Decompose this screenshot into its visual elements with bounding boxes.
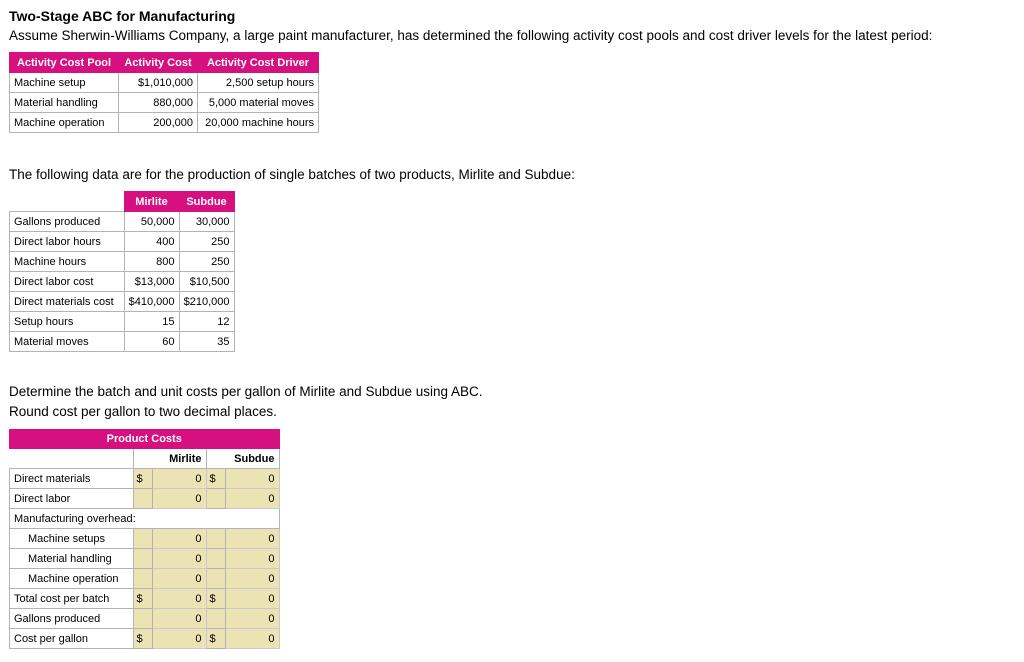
currency-symbol: $ <box>133 589 152 609</box>
mirlite-total-per-batch-input[interactable]: 0 <box>152 589 206 609</box>
mirlite-value: 15 <box>124 312 179 332</box>
page-title: Two-Stage ABC for Manufacturing <box>9 8 236 24</box>
table-row <box>10 629 280 649</box>
cost-cell: $1,010,000 <box>119 73 198 93</box>
subdue-direct-materials-input[interactable]: 0 <box>225 469 279 489</box>
column-header-row <box>10 449 280 469</box>
subdue-value: $210,000 <box>179 292 234 312</box>
activity-cost-table <box>9 52 319 133</box>
pool-cell: Machine setup <box>10 73 119 93</box>
subdue-value: 35 <box>179 332 234 352</box>
row-label: Total cost per batch <box>10 589 134 609</box>
mirlite-cost-per-gallon-input[interactable]: 0 <box>152 629 206 649</box>
header-activity-cost-pool: Activity Cost Pool <box>10 53 119 73</box>
mirlite-value: 60 <box>124 332 179 352</box>
table-row <box>10 252 235 272</box>
table-row <box>10 332 235 352</box>
driver-cell: 2,500 setup hours <box>198 73 319 93</box>
header-mirlite: Mirlite <box>124 192 179 212</box>
intro-text: Assume Sherwin-Williams Company, a large paint manufacturer, has determined the following activity cost pools and cost driver levels for the latest period: <box>9 28 933 43</box>
table-header-row <box>10 192 235 212</box>
subdue-value: 250 <box>179 252 234 272</box>
header-activity-cost-driver: Activity Cost Driver <box>198 53 319 73</box>
subdue-value: 30,000 <box>179 212 234 232</box>
blank-cell <box>206 549 225 569</box>
instruction-text-2: Round cost per gallon to two decimal places. <box>9 404 277 419</box>
table-row <box>10 113 319 133</box>
driver-cell: 5,000 material moves <box>198 93 319 113</box>
row-label: Setup hours <box>10 312 125 332</box>
blank-cell <box>133 529 152 549</box>
table-row <box>10 312 235 332</box>
subdue-total-per-batch-input[interactable]: 0 <box>225 589 279 609</box>
subdue-direct-labor-input[interactable]: 0 <box>225 489 279 509</box>
blank-cell <box>206 569 225 589</box>
blank-cell <box>206 489 225 509</box>
subdue-machine-setups-input[interactable]: 0 <box>225 529 279 549</box>
row-label: Direct labor hours <box>10 232 125 252</box>
subdue-material-handling-input[interactable]: 0 <box>225 549 279 569</box>
mirlite-machine-setups-input[interactable]: 0 <box>152 529 206 549</box>
cost-cell: 200,000 <box>119 113 198 133</box>
subdue-value: $10,500 <box>179 272 234 292</box>
table-row <box>10 469 280 489</box>
table-row <box>10 232 235 252</box>
table-row <box>10 549 280 569</box>
table-row <box>10 292 235 312</box>
currency-symbol: $ <box>133 469 152 489</box>
overhead-label: Manufacturing overhead: <box>10 509 280 529</box>
subdue-gallons-produced-input[interactable]: 0 <box>225 609 279 629</box>
table-row <box>10 529 280 549</box>
product-costs-table <box>9 429 280 649</box>
row-label: Machine setups <box>10 529 134 549</box>
table-row <box>10 73 319 93</box>
table-header-row <box>10 430 280 449</box>
blank-cell <box>10 449 134 469</box>
table-row <box>10 609 280 629</box>
row-label: Material moves <box>10 332 125 352</box>
currency-symbol: $ <box>133 629 152 649</box>
mirlite-direct-materials-input[interactable]: 0 <box>152 469 206 489</box>
mirlite-value: $410,000 <box>124 292 179 312</box>
row-label: Gallons produced <box>10 212 125 232</box>
data-intro-text: The following data are for the production of single batches of two products, Mirlite and Subdue: <box>9 167 575 182</box>
blank-cell <box>206 609 225 629</box>
mirlite-value: 800 <box>124 252 179 272</box>
blank-cell <box>10 192 125 212</box>
mirlite-value: 50,000 <box>124 212 179 232</box>
mirlite-direct-labor-input[interactable]: 0 <box>152 489 206 509</box>
mirlite-machine-operation-input[interactable]: 0 <box>152 569 206 589</box>
blank-cell <box>133 489 152 509</box>
subdue-value: 12 <box>179 312 234 332</box>
blank-cell <box>133 609 152 629</box>
subdue-cost-per-gallon-input[interactable]: 0 <box>225 629 279 649</box>
table-row <box>10 569 280 589</box>
row-label: Direct materials cost <box>10 292 125 312</box>
row-label: Machine hours <box>10 252 125 272</box>
header-activity-cost: Activity Cost <box>119 53 198 73</box>
product-data-table <box>9 191 235 352</box>
row-label: Material handling <box>10 549 134 569</box>
subdue-machine-operation-input[interactable]: 0 <box>225 569 279 589</box>
row-label: Machine operation <box>10 569 134 589</box>
instruction-text-1: Determine the batch and unit costs per gallon of Mirlite and Subdue using ABC. <box>9 384 483 399</box>
mirlite-value: $13,000 <box>124 272 179 292</box>
table-row <box>10 212 235 232</box>
header-mirlite: Mirlite <box>133 449 206 469</box>
currency-symbol: $ <box>206 629 225 649</box>
table-row <box>10 509 280 529</box>
table-row <box>10 93 319 113</box>
pool-cell: Machine operation <box>10 113 119 133</box>
mirlite-gallons-produced-input[interactable]: 0 <box>152 609 206 629</box>
mirlite-material-handling-input[interactable]: 0 <box>152 549 206 569</box>
row-label: Direct labor <box>10 489 134 509</box>
blank-cell <box>133 549 152 569</box>
table-row <box>10 272 235 292</box>
currency-symbol: $ <box>206 469 225 489</box>
cost-cell: 880,000 <box>119 93 198 113</box>
blank-cell <box>133 569 152 589</box>
row-label: Direct labor cost <box>10 272 125 292</box>
driver-cell: 20,000 machine hours <box>198 113 319 133</box>
currency-symbol: $ <box>206 589 225 609</box>
blank-cell <box>206 529 225 549</box>
table-row <box>10 589 280 609</box>
pool-cell: Material handling <box>10 93 119 113</box>
table-row <box>10 489 280 509</box>
product-costs-header: Product Costs <box>10 430 280 449</box>
subdue-value: 250 <box>179 232 234 252</box>
header-subdue: Subdue <box>206 449 279 469</box>
table-header-row <box>10 53 319 73</box>
mirlite-value: 400 <box>124 232 179 252</box>
row-label: Cost per gallon <box>10 629 134 649</box>
row-label: Gallons produced <box>10 609 134 629</box>
row-label: Direct materials <box>10 469 134 489</box>
header-subdue: Subdue <box>179 192 234 212</box>
